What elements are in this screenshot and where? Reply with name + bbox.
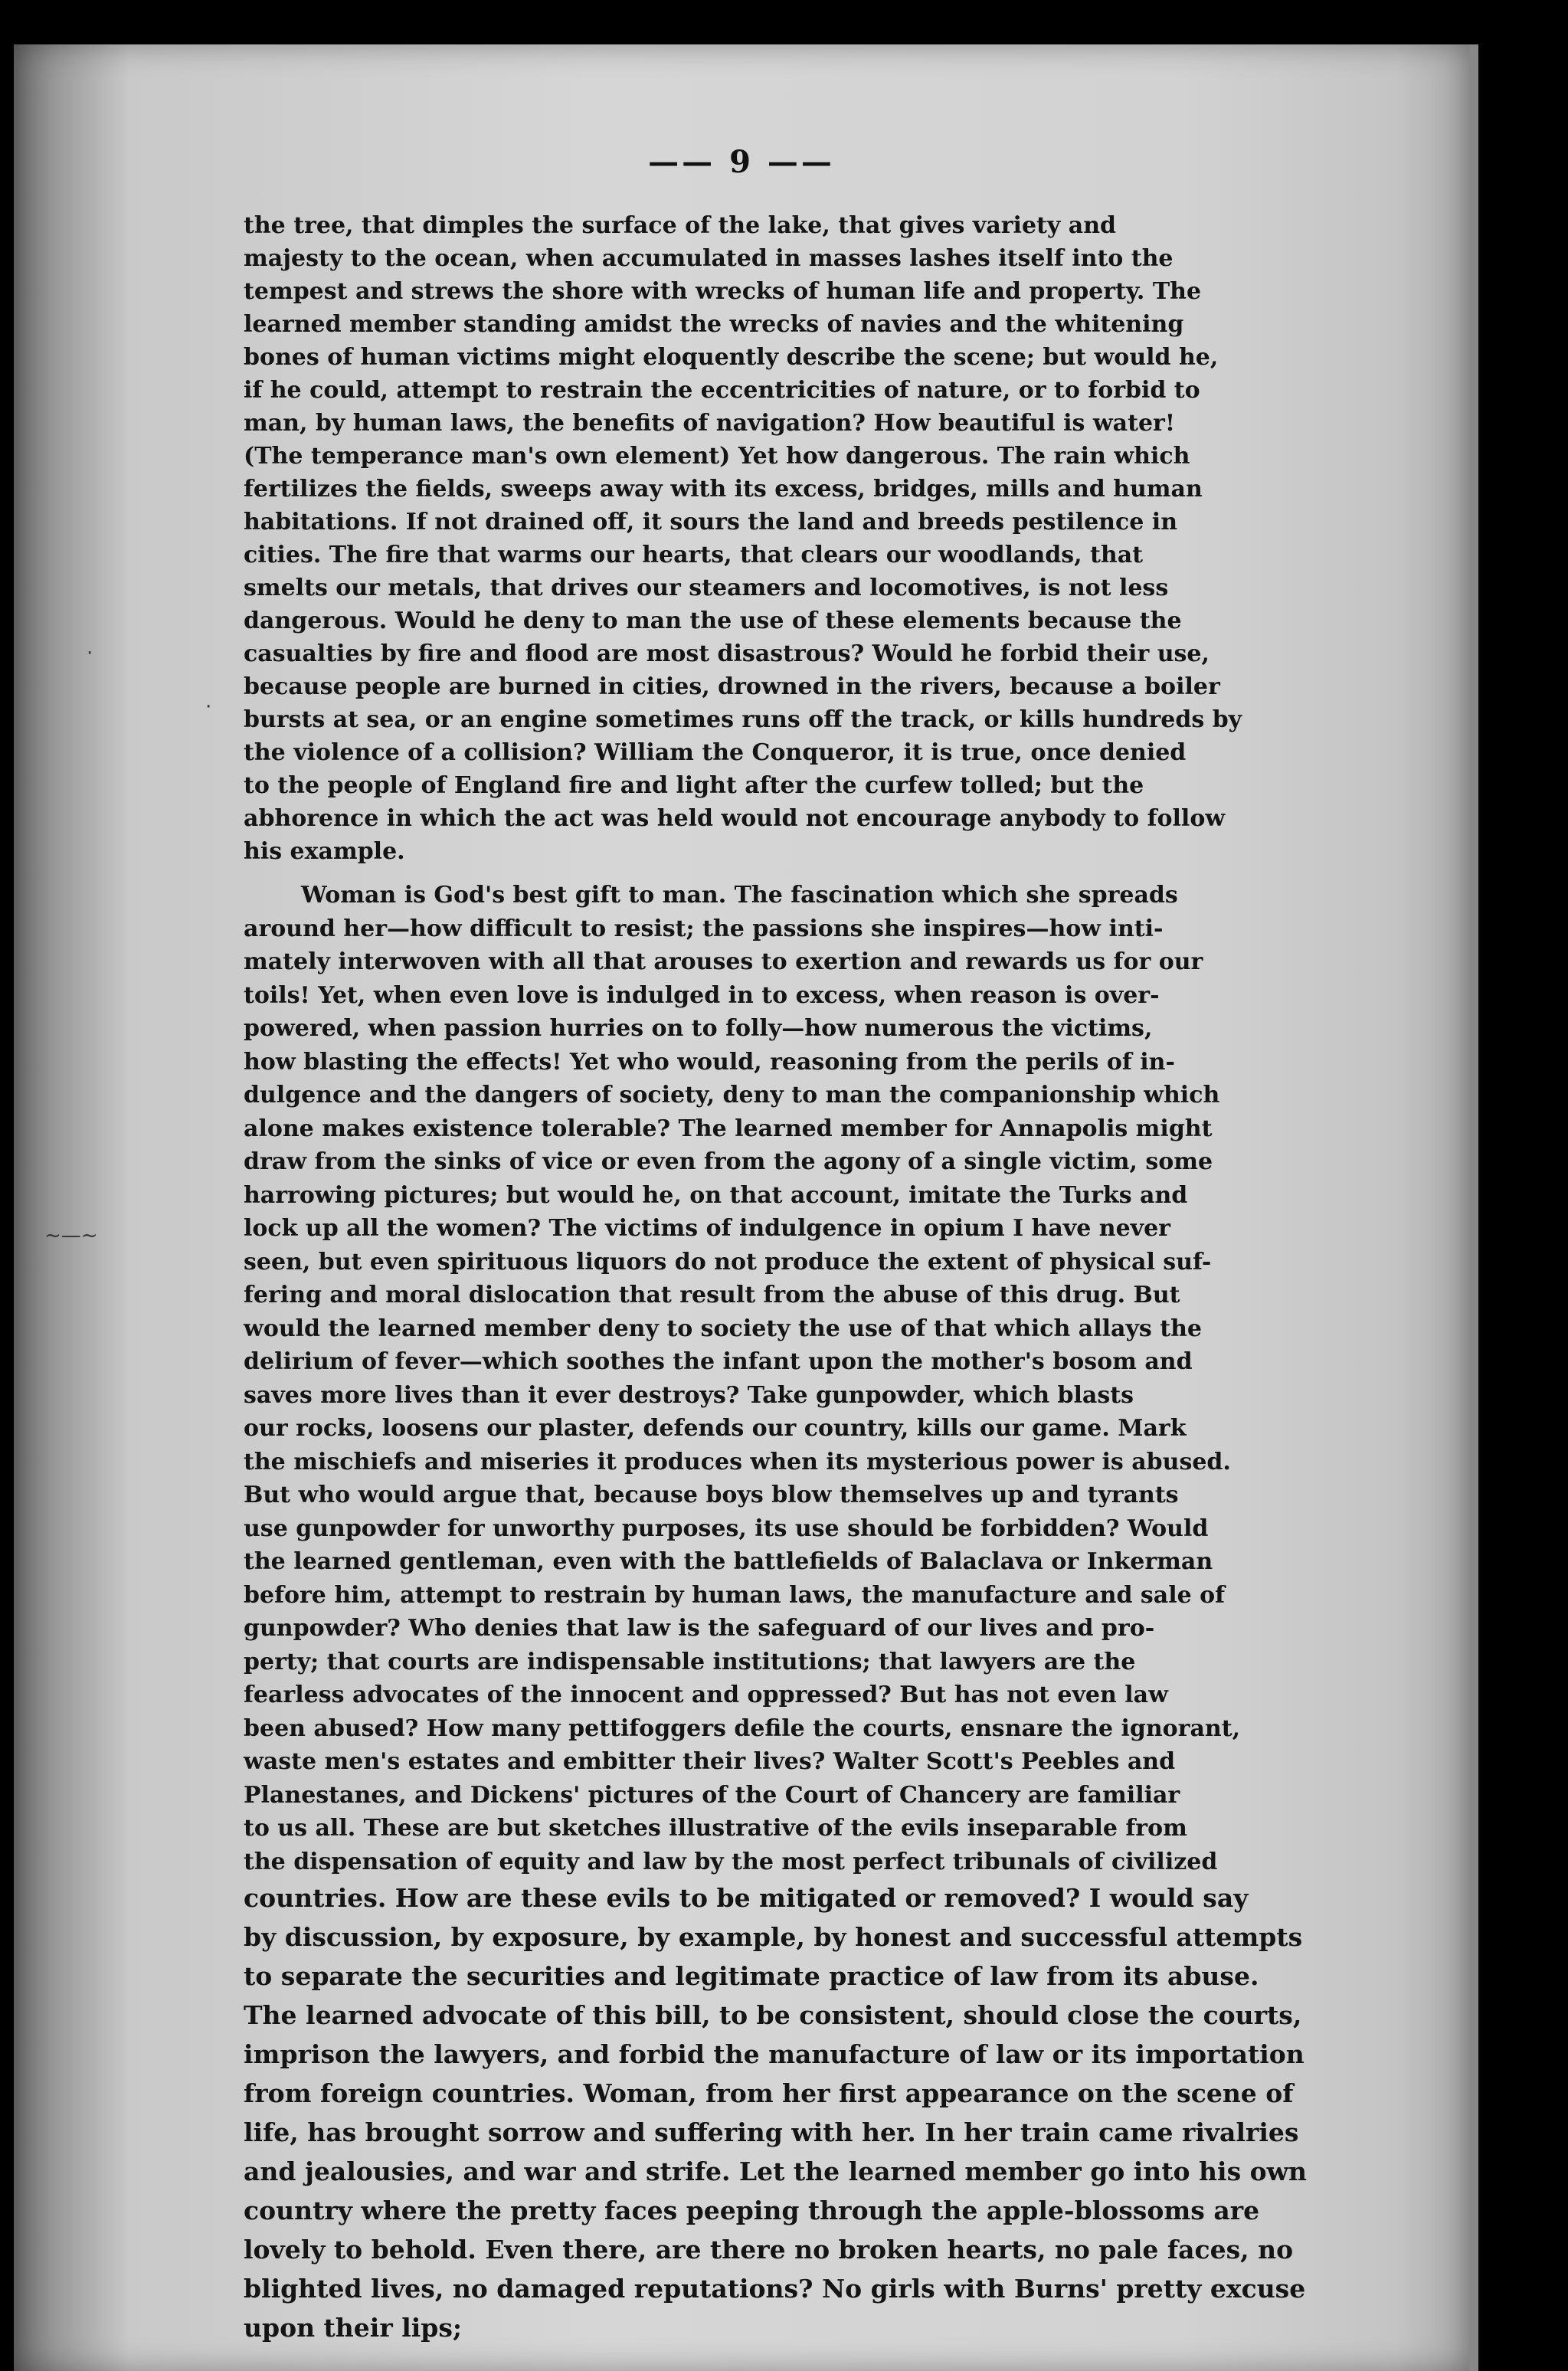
text-line: fering and moral dislocation that result from the abuse of this drug. But <box>244 1282 1180 1308</box>
text-line: how blasting the effects! Yet who would, reasoning from the perils of in- <box>244 1048 1175 1076</box>
text-line: lock up all the women? The victims of indulgence in opium I have never <box>244 1215 1170 1242</box>
text-line: alone makes existence tolerable? The learned member for Annapolis might <box>244 1115 1213 1142</box>
text-line: and jealousies, and war and strife. Let the learned member go into his own <box>244 2156 1308 2186</box>
paragraph-1 <box>244 209 1416 868</box>
text-line: to the people of England fire and light after the curfew tolled; but the <box>244 772 1144 799</box>
text-line: been abused? How many pettifoggers defile the courts, ensnare the ignorant, <box>244 1714 1241 1742</box>
text-line: draw from the sinks of vice or even from the agony of a single victim, some <box>244 1148 1213 1175</box>
text-line: blighted lives, no damaged reputations? No girls with Burns' pretty excuse <box>244 2274 1306 2304</box>
text-line: country where the pretty faces peeping through the apple-blossoms are <box>244 2196 1260 2225</box>
text-line: the violence of a collision? William the Conqueror, it is true, once denied <box>244 739 1187 766</box>
text-line: dangerous. Would he deny to man the use of these elements because the <box>244 607 1182 634</box>
text-line: lovely to behold. Even there, are there no broken hearts, no pale faces, no <box>244 2235 1294 2265</box>
text-line: because people are burned in cities, drowned in the rivers, because a boiler <box>244 673 1220 700</box>
text-line: abhorence in which the act was held would not encourage anybody to follow <box>244 805 1226 832</box>
text-line: life, has brought sorrow and suffering with her. In her train came rivalries <box>244 2117 1299 2147</box>
text-line: But who would argue that, because boys blow themselves up and tyrants <box>244 1482 1179 1508</box>
text-line: smelts our metals, that drives our steamers and locomotives, is not less <box>244 575 1169 601</box>
text-line: the learned gentleman, even with the battlefields of Balaclava or Inkerman <box>244 1548 1213 1575</box>
text-line: his example. <box>244 838 405 865</box>
margin-speck: · <box>87 642 93 665</box>
page-edge <box>1469 44 1478 2371</box>
text-line: dulgence and the dangers of society, deny to man the companionship which <box>244 1082 1220 1109</box>
text-line: tempest and strews the shore with wrecks of human life and property. The <box>244 278 1202 305</box>
text-line: fertilizes the fields, sweeps away with its excess, bridges, mills and human <box>244 476 1203 503</box>
text-line: to separate the securities and legitimate practice of law from its abuse. <box>244 1961 1259 1991</box>
paragraph-2-continued <box>244 1878 1416 2347</box>
text-line: man, by human laws, the benefits of navigation? How beautiful is water! <box>244 410 1176 437</box>
text-line: bursts at sea, or an engine sometimes runs off the track, or kills hundreds by <box>244 706 1242 733</box>
document-page <box>14 44 1469 2371</box>
text-line: Planestanes, and Dickens' pictures of the Court of Chancery are familiar <box>244 1781 1180 1809</box>
text-line: to us all. These are but sketches illustrative of the evils inseparable from <box>244 1815 1187 1842</box>
text-line: imprison the lawyers, and forbid the manufacture of law or its importation <box>244 2039 1304 2069</box>
text-line: toils! Yet, when even love is indulged in to excess, when reason is over- <box>244 981 1160 1009</box>
text-line: powered, when passion hurries on to folly—how numerous the victims, <box>244 1015 1153 1042</box>
text-line: would the learned member deny to society the use of that which allays the <box>244 1315 1202 1342</box>
margin-speck: · <box>205 696 212 719</box>
text-line: the tree, that dimples the surface of the lake, that gives variety and <box>244 212 1117 239</box>
text-line: the mischiefs and miseries it produces when its mysterious power is abused. <box>244 1448 1231 1475</box>
text-line: casualties by fire and flood are most disastrous? Would he forbid their use, <box>244 640 1210 667</box>
text-line: cities. The fire that warms our hearts, that clears our woodlands, that <box>244 542 1143 568</box>
text-line: habitations. If not drained off, it sours the land and breeds pestilence in <box>244 509 1177 535</box>
body-text <box>244 209 1416 2347</box>
text-line: fearless advocates of the innocent and oppressed? But has not even law <box>244 1682 1168 1708</box>
text-line: before him, attempt to restrain by human laws, the manufacture and sale of <box>244 1581 1226 1609</box>
text-line: our rocks, loosens our plaster, defends our country, kills our game. Mark <box>244 1415 1187 1442</box>
text-line: use gunpowder for unworthy purposes, its use should be forbidden? Would <box>244 1515 1209 1542</box>
text-line: majesty to the ocean, when accumulated in masses lashes itself into the <box>244 245 1174 272</box>
margin-scratch: ~—~ <box>44 1224 98 1247</box>
text-line: The learned advocate of this bill, to be consistent, should close the courts, <box>244 2000 1302 2030</box>
text-line: by discussion, by exposure, by example, by honest and successful attempts <box>244 1922 1303 1952</box>
text-line: from foreign countries. Woman, from her first appearance on the scene of <box>244 2078 1294 2108</box>
paragraph-2 <box>244 879 1416 1878</box>
text-line: delirium of fever—which soothes the infant upon the mother's bosom and <box>244 1348 1193 1375</box>
text-line: upon their lips; <box>244 2313 463 2343</box>
text-line: bones of human victims might eloquently describe the scene; but would he, <box>244 344 1219 371</box>
page-number: —— 9 —— <box>648 144 835 180</box>
text-line: around her—how difficult to resist; the passions she inspires—how inti- <box>244 915 1164 942</box>
text-line: seen, but even spirituous liquors do not produce the extent of physical suf- <box>244 1248 1212 1276</box>
text-line: mately interwoven with all that arouses to exertion and rewards us for our <box>244 948 1203 975</box>
text-line: harrowing pictures; but would he, on that account, imitate the Turks and <box>244 1181 1188 1209</box>
text-line: the dispensation of equity and law by the most perfect tribunals of civilized <box>244 1848 1218 1875</box>
text-line: perty; that courts are indispensable institutions; that lawyers are the <box>244 1648 1136 1675</box>
text-line: Woman is God's best gift to man. The fascination which she spreads <box>301 882 1178 909</box>
text-line: countries. How are these evils to be mitigated or removed? I would say <box>244 1883 1249 1913</box>
text-line: saves more lives than it ever destroys? Take gunpowder, which blasts <box>244 1381 1134 1409</box>
text-line: learned member standing amidst the wrecks of navies and the whitening <box>244 311 1184 338</box>
text-line: waste men's estates and embitter their lives? Walter Scott's Peebles and <box>244 1748 1176 1775</box>
text-line: if he could, attempt to restrain the eccentricities of nature, or to forbid to <box>244 377 1200 404</box>
text-line: (The temperance man's own element) Yet how dangerous. The rain which <box>244 443 1190 470</box>
text-line: gunpowder? Who denies that law is the safeguard of our lives and pro- <box>244 1615 1155 1642</box>
